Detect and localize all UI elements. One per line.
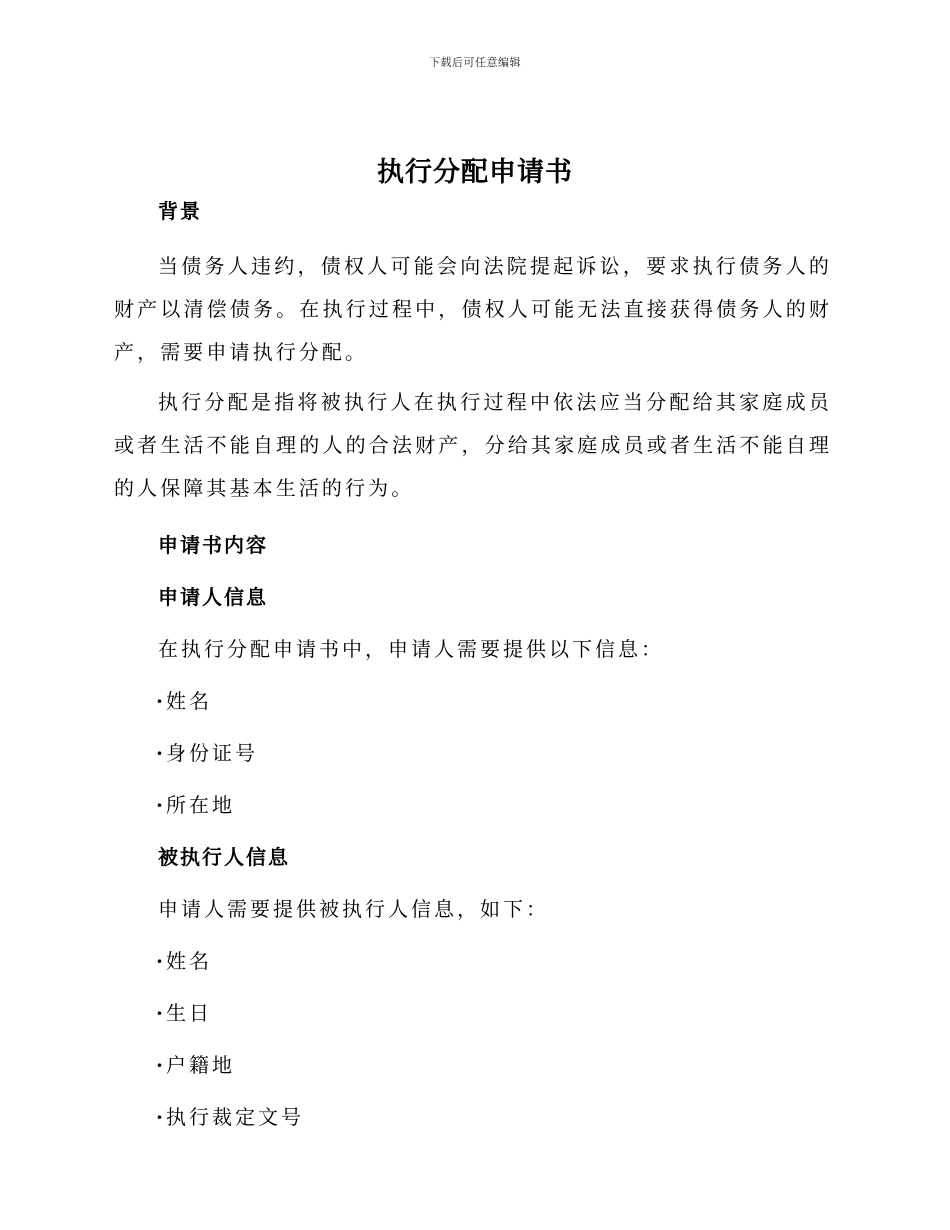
section-heading-applicant: 申请人信息	[158, 585, 268, 609]
background-paragraph-2: 执行分配是指将被执行人在执行过程中依法应当分配给其家庭成员或者生活不能自理的人的合法财产，分给其家庭成员或者生活不能自理的人保障其基本生活的行为。	[114, 390, 832, 500]
list-item-label: 身份证号	[166, 741, 258, 765]
section-heading-background: 背景	[158, 199, 202, 223]
bullet-icon: ·	[156, 1053, 166, 1077]
list-item	[114, 1102, 832, 1132]
applicant-intro: 在执行分配申请书中，申请人需要提供以下信息：	[158, 637, 664, 661]
list-item-label: 生日	[166, 1001, 212, 1025]
bullet-icon: ·	[156, 1105, 166, 1129]
list-item	[114, 1050, 832, 1080]
bullet-icon: ·	[156, 793, 166, 817]
document-body	[114, 196, 832, 1132]
list-item-label: 姓名	[166, 689, 212, 713]
bullet-icon: ·	[156, 741, 166, 765]
list-item	[114, 790, 832, 820]
header-note: 下载后可任意编辑	[429, 56, 521, 69]
bullet-icon: ·	[156, 1001, 166, 1025]
list-item	[114, 946, 832, 976]
bullet-icon: ·	[156, 949, 166, 973]
list-item	[114, 738, 832, 768]
list-item-label: 姓名	[166, 949, 212, 973]
list-item-label: 所在地	[166, 793, 235, 817]
document-title: 执行分配申请书	[377, 157, 573, 188]
list-item	[114, 686, 832, 716]
list-item-label: 户籍地	[166, 1053, 235, 1077]
respondent-intro: 申请人需要提供被执行人信息，如下：	[158, 897, 549, 921]
section-heading-content: 申请书内容	[158, 533, 268, 557]
list-item	[114, 998, 832, 1028]
list-item-label: 执行裁定文号	[166, 1105, 304, 1129]
bullet-icon: ·	[156, 689, 166, 713]
section-heading-respondent: 被执行人信息	[158, 845, 290, 869]
background-paragraph-1: 当债务人违约，债权人可能会向法院提起诉讼，要求执行债务人的财产以清偿债务。在执行过程中，债权人可能无法直接获得债务人的财产，需要申请执行分配。	[114, 254, 832, 364]
